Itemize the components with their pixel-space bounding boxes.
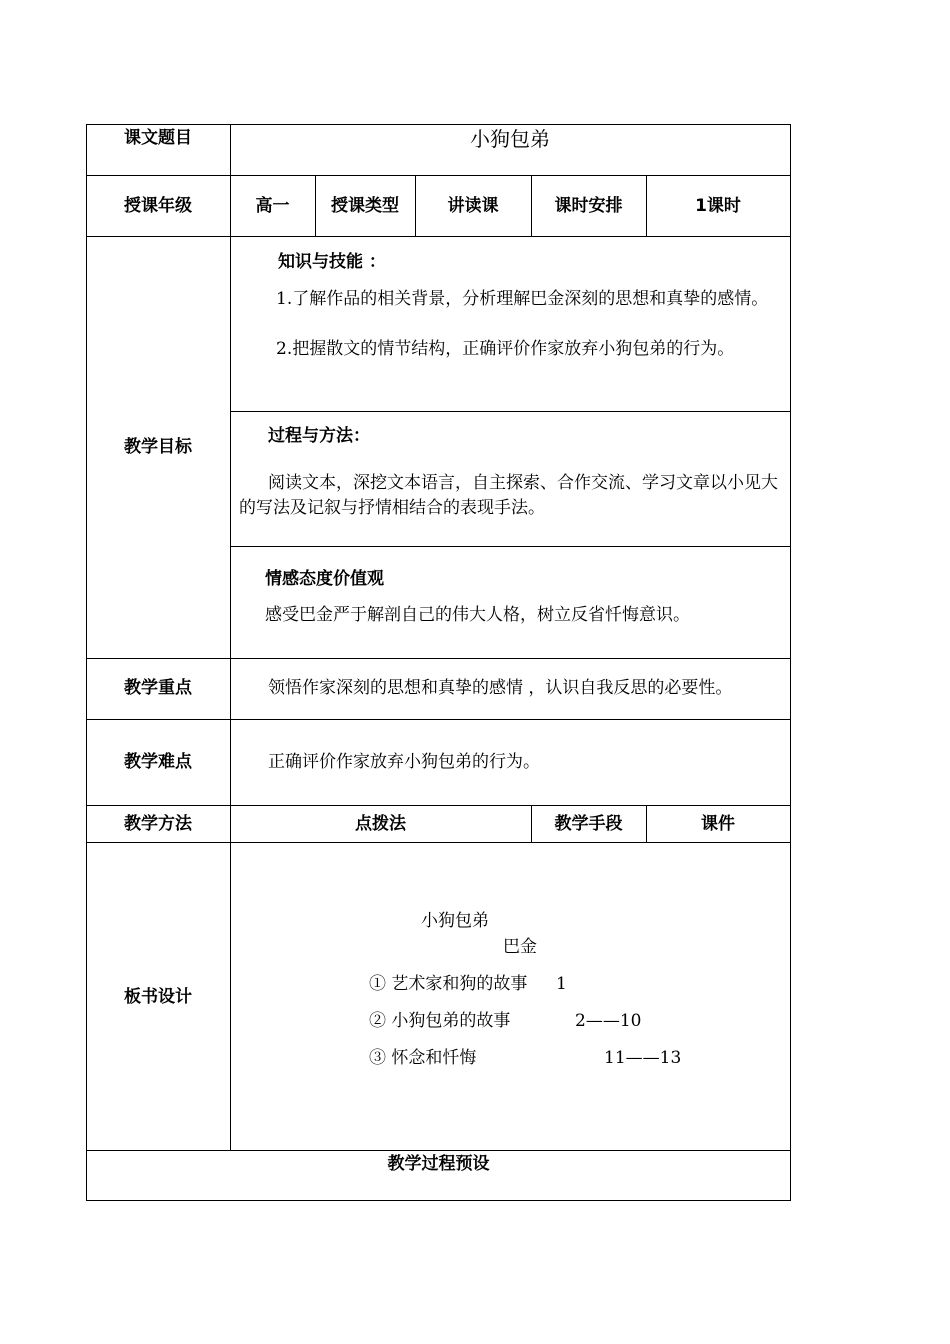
means-value: 课件 bbox=[701, 814, 735, 834]
board-item-1-text: ① 艺术家和狗的故事 bbox=[369, 974, 528, 994]
table-border bbox=[86, 124, 87, 1201]
difficulty-text: 正确评价作家放弃小狗包弟的行为。 bbox=[268, 752, 540, 772]
emotion-text: 感受巴金严于解剖自己的伟大人格，树立反省忏悔意识。 bbox=[265, 605, 690, 625]
means-label: 教学手段 bbox=[554, 814, 623, 834]
process-preset-label: 教学过程预设 bbox=[387, 1154, 490, 1174]
table-border bbox=[86, 124, 791, 125]
lesson-title-label: 课文题目 bbox=[124, 128, 192, 148]
type-value: 讲读课 bbox=[447, 196, 499, 216]
knowledge-item-2: 2.把握散文的情节结构，正确评价作家放弃小狗包弟的行为。 bbox=[276, 339, 735, 359]
table-border bbox=[86, 719, 791, 720]
table-border bbox=[86, 175, 791, 176]
type-label: 授课类型 bbox=[331, 196, 399, 216]
table-border bbox=[230, 411, 791, 412]
method-value: 点拨法 bbox=[355, 814, 406, 834]
process-text: 阅读文本，深挖文本语言，自主探索、合作交流、学习文章以小见大的写法及记叙与抒情相结合的表现手法。 bbox=[239, 473, 778, 518]
key-point-text: 领悟作家深刻的思想和真挚的感情 ，认识自我反思的必要性。 bbox=[268, 678, 733, 698]
grade-value: 高一 bbox=[255, 196, 290, 216]
knowledge-heading: 知识与技能 ： bbox=[278, 252, 386, 272]
board-item-3-text: ③ 怀念和忏悔 bbox=[369, 1048, 477, 1068]
table-border bbox=[86, 842, 791, 843]
schedule-label: 课时安排 bbox=[554, 196, 623, 216]
table-border bbox=[86, 1150, 791, 1151]
board-item-2-text: ② 小狗包弟的故事 bbox=[369, 1011, 511, 1031]
table-border bbox=[86, 1200, 791, 1201]
process-heading: 过程与方法： bbox=[268, 426, 370, 446]
lesson-title: 小狗包弟 bbox=[470, 127, 550, 151]
table-border bbox=[86, 658, 791, 659]
board-item-2-range: 2——10 bbox=[575, 1011, 642, 1031]
method-label: 教学方法 bbox=[124, 814, 192, 834]
grade-label: 授课年级 bbox=[124, 196, 192, 216]
board-title: 小狗包弟 bbox=[421, 911, 489, 931]
table-border bbox=[86, 236, 791, 237]
objectives-label: 教学目标 bbox=[124, 437, 192, 457]
board-author: 巴金 bbox=[503, 937, 537, 957]
key-point-label: 教学重点 bbox=[124, 678, 192, 698]
board-item-3-range: 11——13 bbox=[604, 1048, 682, 1068]
table-border bbox=[230, 546, 791, 547]
schedule-value: 1课时 bbox=[695, 196, 741, 216]
knowledge-item-1: 1.了解作品的相关背景，分析理解巴金深刻的思想和真挚的感情。 bbox=[276, 289, 769, 309]
emotion-heading: 情感态度价值观 bbox=[265, 569, 384, 589]
board-design-label: 板书设计 bbox=[124, 987, 192, 1007]
table-border bbox=[790, 124, 791, 1201]
table-border bbox=[230, 124, 231, 1151]
table-border bbox=[86, 805, 791, 806]
difficulty-label: 教学难点 bbox=[124, 752, 192, 772]
board-item-1-range: 1 bbox=[556, 974, 567, 994]
